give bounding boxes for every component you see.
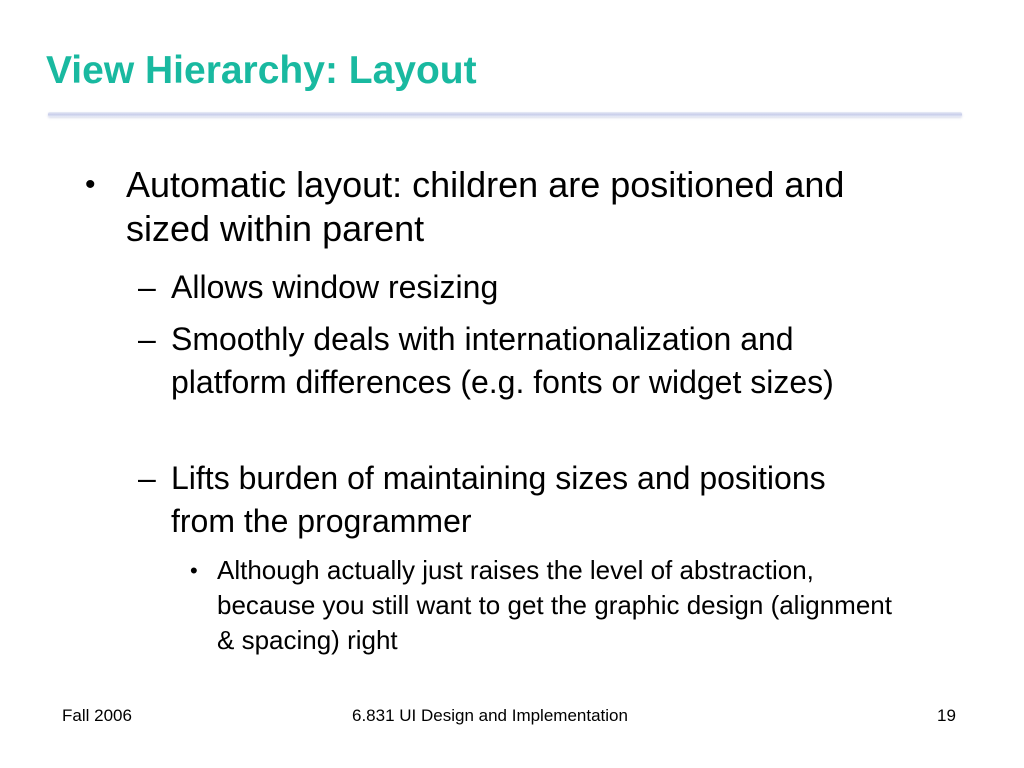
sub-bullet-text: Allows window resizing [171, 269, 499, 305]
dash-marker: – [138, 460, 156, 496]
sub-sub-bullet-abstraction [190, 553, 910, 658]
sub-sub-bullet-text: Although actually just raises the level of abstraction, because you still want to get the graphic design (alignment & spacing) right [217, 555, 892, 655]
bullet-marker: • [190, 558, 198, 583]
slide-title: View Hierarchy: Layout [46, 49, 477, 92]
sub-bullet-text: Smoothly deals with internationalization and platform differences (e.g. fonts or widget sizes) [171, 321, 834, 400]
bullet-marker: • [85, 168, 96, 201]
sub-bullet-text: Lifts burden of maintaining sizes and positions from the programmer [171, 460, 826, 539]
sub-bullet-lifts-burden [138, 457, 898, 543]
dash-marker: – [138, 269, 156, 305]
footer-course-title: 6.831 UI Design and Implementation [352, 706, 628, 725]
sub-bullet-window-resizing [138, 266, 898, 309]
slide-number: 19 [937, 706, 956, 725]
footer-term: Fall 2006 [62, 706, 132, 725]
dash-marker: – [138, 321, 156, 357]
bullet-text: Automatic layout: children are positioned and sized within parent [126, 164, 845, 249]
bullet-automatic-layout [85, 163, 845, 251]
sub-bullet-internationalization [138, 318, 898, 404]
